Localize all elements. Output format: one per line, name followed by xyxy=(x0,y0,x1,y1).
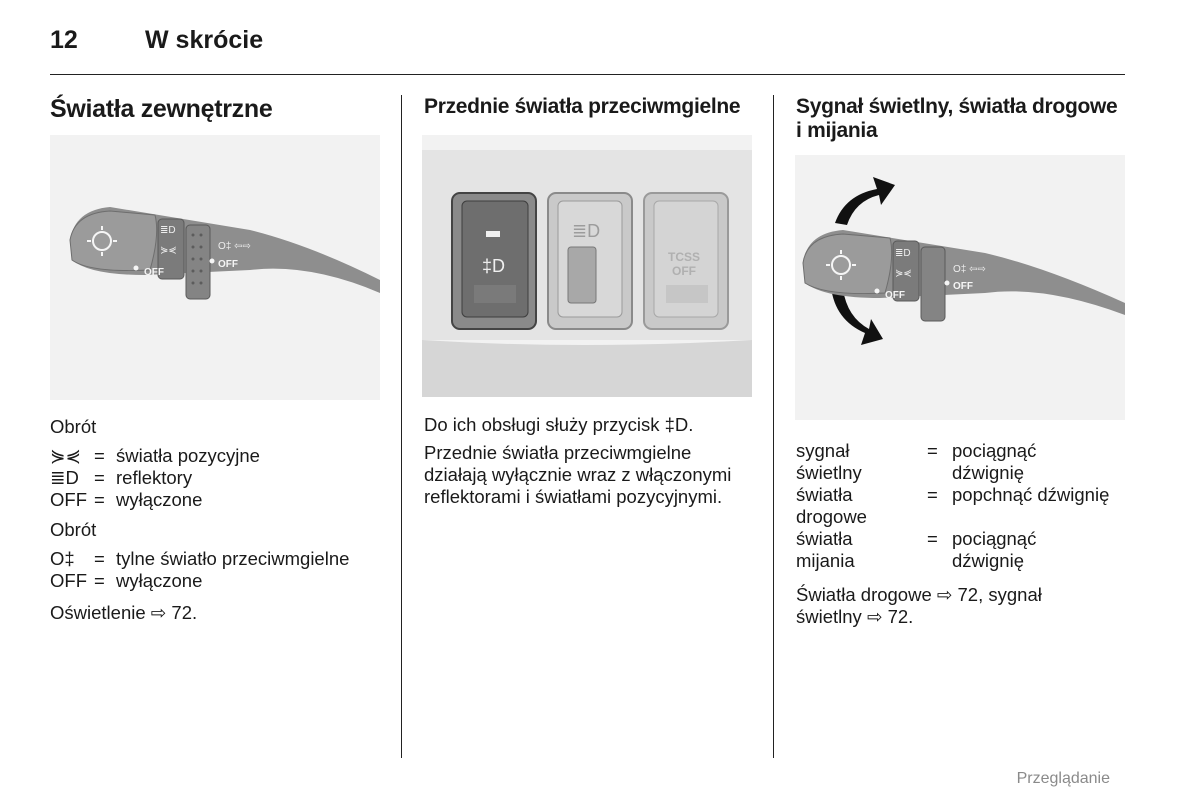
stalk-arrows-illustration xyxy=(795,155,1125,420)
figure-light-stalk xyxy=(50,135,380,400)
position-lights-icon: ⋟⋞ xyxy=(50,445,82,466)
section-heading-line2: i mijania xyxy=(796,119,878,142)
definition-list-1 xyxy=(50,445,390,511)
definition-row: OFF = wyłączone xyxy=(50,570,203,591)
tcss-label: TCSS xyxy=(668,250,701,264)
off-label-1: OFF xyxy=(885,290,905,301)
cross-reference: Oświetlenie ⇨ 72. xyxy=(50,602,198,623)
definition-row: ⋟⋞ = światła pozycyjne xyxy=(50,445,260,466)
figure-stalk-arrows xyxy=(795,155,1125,420)
definition-row: światła = popchnąć dźwignię xyxy=(796,484,1110,505)
col1-text xyxy=(50,416,390,624)
light-stalk-illustration xyxy=(50,135,380,400)
rotation-label-1: Obrót xyxy=(50,416,97,437)
definition-row: OFF = wyłączone xyxy=(50,489,203,510)
definition-row: świetlny dźwignię xyxy=(796,462,1024,483)
column-divider-1 xyxy=(401,95,402,758)
page-title: W skrócie xyxy=(145,26,264,54)
definition-list xyxy=(796,440,1136,572)
paragraph-button: Do ich obsługi służy przycisk ‡D. xyxy=(424,414,694,435)
svg-text:≣D: ≣D xyxy=(895,248,911,259)
svg-text:⋟⋞: ⋟⋞ xyxy=(895,268,912,279)
headlight-range-icon: ≣D xyxy=(572,221,601,241)
header-rule xyxy=(50,74,1125,75)
definition-row: drogowe xyxy=(796,506,867,527)
off-label-1: OFF xyxy=(144,267,164,278)
off-label-2: OFF xyxy=(218,259,238,270)
svg-text:≣D: ≣D xyxy=(160,225,176,236)
off-label-2: OFF xyxy=(953,281,973,292)
column-exterior-lights xyxy=(50,95,385,124)
svg-text:O‡ ⇦⇨: O‡ ⇦⇨ xyxy=(218,241,251,252)
paragraph-condition-line2: działają wyłącznie wraz z włączonymi xyxy=(424,464,732,485)
column-front-fog-lights xyxy=(424,95,754,119)
headlights-icon: ≣D xyxy=(50,467,79,488)
section-heading: Światła zewnętrzne xyxy=(50,95,273,123)
footer-link[interactable]: Przeglądanie xyxy=(1016,770,1110,787)
paragraph-condition-line3: reflektorami i światłami pozycyjnymi. xyxy=(424,486,723,507)
definition-list-2 xyxy=(50,548,390,592)
paragraph-condition-line1: Przednie światła przeciwmgielne xyxy=(424,442,692,463)
column-signal-high-low-beams xyxy=(796,95,1136,143)
rear-fog-light-icon: O‡ xyxy=(50,548,75,569)
definition-row: O‡ = tylne światło przeciwmgielne xyxy=(50,548,350,569)
switch-panel-illustration xyxy=(422,135,752,397)
col2-text xyxy=(424,414,764,508)
section-heading: Przednie światła przeciwmgielne xyxy=(424,95,741,118)
cross-reference-line2: świetlny ⇨ 72. xyxy=(796,606,914,627)
page-number: 12 xyxy=(50,26,78,54)
definition-row: ≣D = reflektory xyxy=(50,467,193,488)
definition-row: światła = pociągnąć xyxy=(796,528,1037,549)
definition-row: sygnał = pociągnąć xyxy=(796,440,1037,461)
front-fog-light-icon: ‡D xyxy=(482,256,506,276)
col3-text xyxy=(796,440,1136,628)
column-divider-2 xyxy=(773,95,774,758)
definition-row: mijania dźwignię xyxy=(796,550,1024,571)
figure-switch-panel xyxy=(422,135,752,397)
arrow-up-icon xyxy=(835,177,895,225)
svg-text:O‡ ⇦⇨: O‡ ⇦⇨ xyxy=(953,264,986,275)
cross-reference-line1: Światła drogowe ⇨ 72, sygnał xyxy=(796,584,1042,605)
tcss-off-label: OFF xyxy=(672,264,696,278)
rotation-label-2: Obrót xyxy=(50,519,97,540)
svg-text:⋟⋞: ⋟⋞ xyxy=(160,245,177,256)
section-heading-line1: Sygnał świetlny, światła drogowe xyxy=(796,95,1118,118)
